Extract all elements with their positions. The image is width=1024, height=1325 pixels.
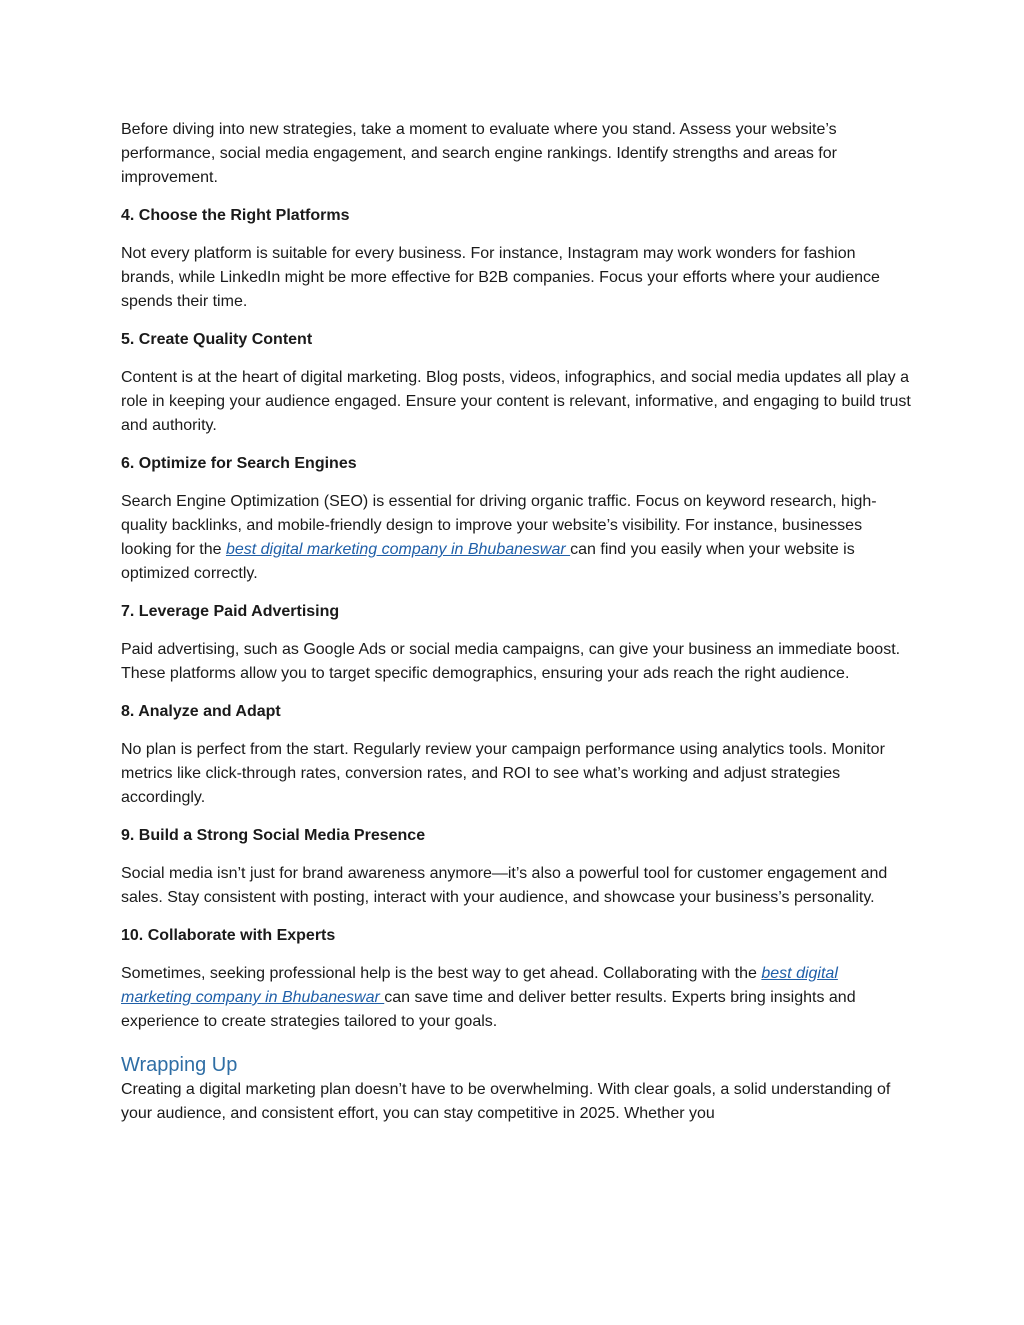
section-4-body: Not every platform is suitable for every business. For instance, Instagram may work wonders for fashion brands, while LinkedIn might be more effective for B2B companies. Focus your efforts where your audience spends their time. bbox=[121, 245, 880, 310]
section-6-company-link[interactable]: best digital marketing company in Bhubaneswar bbox=[225, 541, 571, 558]
section-4-heading: 4. Choose the Right Platforms bbox=[121, 207, 350, 224]
document-page bbox=[121, 118, 911, 1126]
intro-paragraph: Before diving into new strategies, take a moment to evaluate where you stand. Assess your website’s performance, social media engagement, and search engine rankings. Identify strengths and areas for improvement. bbox=[121, 121, 837, 186]
wrapping-up-heading: Wrapping Up bbox=[121, 1054, 238, 1076]
section-5-body: Content is at the heart of digital marketing. Blog posts, videos, infographics, and social media updates all play a role in keeping your audience engaged. Ensure your content is relevant, informative, and engaging to build trust and authority. bbox=[121, 369, 911, 434]
section-10-text-after: can save time and deliver better results. Experts bring insights and experience to create strategies tailored to your goals. bbox=[121, 989, 856, 1030]
wrapping-up-body: Creating a digital marketing plan doesn’t have to be overwhelming. With clear goals, a solid understanding of your audience, and consistent effort, you can stay competitive in 2025. Whether you bbox=[121, 1081, 891, 1122]
section-5-heading: 5. Create Quality Content bbox=[121, 331, 313, 348]
section-6-text-before: Search Engine Optimization (SEO) is essential for driving organic traffic. Focus on keyword research, high-quality backlinks, and mobile-friendly design to improve your website’s visibility. For instance, businesses looking for the bbox=[121, 493, 877, 558]
section-7-body: Paid advertising, such as Google Ads or social media campaigns, can give your business an immediate boost. These platforms allow you to target specific demographics, ensuring your ads reach the right audience. bbox=[121, 641, 901, 682]
section-7-heading: 7. Leverage Paid Advertising bbox=[121, 603, 340, 620]
section-6-text-after: can find you easily when your website is optimized correctly. bbox=[121, 541, 855, 582]
section-6-heading: 6. Optimize for Search Engines bbox=[121, 455, 357, 472]
section-10-company-link[interactable]: best digital marketing company in Bhubaneswar bbox=[121, 965, 838, 1006]
section-9-body: Social media isn’t just for brand awareness anymore—it’s also a powerful tool for customer engagement and sales. Stay consistent with posting, interact with your audience, and showcase your business’s personality. bbox=[121, 865, 888, 906]
section-6-body bbox=[121, 490, 911, 586]
section-8-heading: 8. Analyze and Adapt bbox=[121, 703, 281, 720]
section-9-heading: 9. Build a Strong Social Media Presence bbox=[121, 827, 426, 844]
section-10-body bbox=[121, 962, 911, 1034]
section-8-body: No plan is perfect from the start. Regularly review your campaign performance using analytics tools. Monitor metrics like click-through rates, conversion rates, and ROI to see what’s working and adjust strategies accordingly. bbox=[121, 741, 885, 806]
section-10-text-before: Sometimes, seeking professional help is the best way to get ahead. Collaborating with the bbox=[121, 965, 762, 982]
section-10-heading: 10. Collaborate with Experts bbox=[121, 927, 336, 944]
